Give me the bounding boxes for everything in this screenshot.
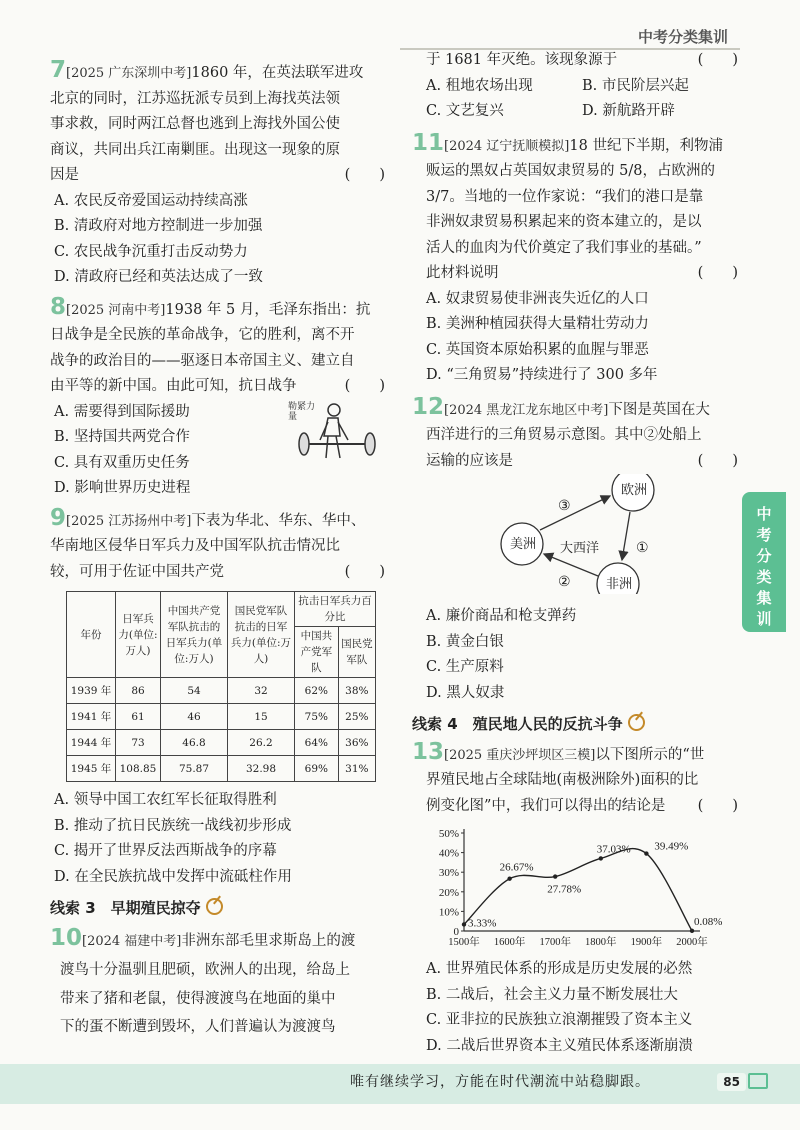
data-label: 27.78% <box>547 883 582 896</box>
q9-option-c[interactable]: C. 揭开了世界反法西斯战争的序幕 <box>54 843 277 859</box>
table-row <box>67 730 376 756</box>
label-ocean: 大西洋 <box>560 541 600 556</box>
table-cell: 75.87 <box>161 756 228 782</box>
data-label: 39.49% <box>654 840 689 853</box>
q7-option-a[interactable]: A. 农民反帝爱国运动持续高涨 <box>54 192 248 209</box>
q13-answer-paren[interactable]: ( ) <box>697 797 738 814</box>
table-cell: 1941 年 <box>67 704 116 730</box>
q13-option-d[interactable]: D. 二战后世界资本主义殖民体系逐渐崩溃 <box>426 1037 693 1054</box>
section-3-heading <box>50 896 385 922</box>
label-arrow-2: ② <box>558 574 571 590</box>
q12-line: 下图是英国在大 <box>608 401 710 418</box>
data-point <box>644 851 648 855</box>
footer-motto: 唯有继续学习，方能在时代潮流中站稳脚跟。 <box>350 1074 650 1090</box>
q7-line: 1860 年，在英法联军进攻 <box>191 65 364 81</box>
label-europe: 欧洲 <box>621 483 648 498</box>
side-tab-text: 中考分类集训 <box>756 505 772 628</box>
q9-number: 9 <box>50 504 67 531</box>
section-4-text: 线索 4 殖民地人民的反抗斗争 <box>412 715 623 733</box>
q10-line: 带来了猪和老鼠，使得渡渡鸟在地面的巢中 <box>60 990 336 1007</box>
q11-number: 11 <box>412 129 445 156</box>
x-tick-label: 2000年 <box>676 937 708 948</box>
q13-line: 例变化图”中，我们可以得出的结论是 <box>426 797 666 814</box>
x-tick-label: 1700年 <box>539 937 571 948</box>
data-point <box>507 877 511 881</box>
q9-option-b[interactable]: B. 推动了抗日民族统一战线初步形成 <box>54 817 292 834</box>
question-9 <box>50 506 385 891</box>
page-number: 85 <box>717 1073 746 1091</box>
q12-number: 12 <box>412 393 445 420</box>
q7-option-d[interactable]: D. 清政府已经和英法达成了一致 <box>54 269 263 285</box>
q7-line: 商议，共同出兵江南剿匪。出现这一现象的原 <box>50 141 340 158</box>
table-cell: 62% <box>295 678 339 704</box>
table-cell: 32 <box>228 678 295 704</box>
table-cell: 1944 年 <box>67 730 116 756</box>
question-8 <box>50 295 385 502</box>
q8-option-c[interactable]: C. 具有双重历史任务 <box>54 454 190 471</box>
q8-option-a[interactable]: A. 需要得到国际援助 <box>54 403 190 420</box>
q9-line: 华南地区侵华日军兵力及中国军队抗击情况比 <box>50 538 340 554</box>
data-point <box>462 922 466 926</box>
question-7 <box>50 58 385 291</box>
question-10 <box>50 926 385 1042</box>
q11-line: 非洲奴隶贸易积累起来的资本建立的，是以 <box>426 214 702 230</box>
y-tick-label: 10% <box>438 906 459 919</box>
arrow-3 <box>540 496 610 530</box>
x-tick-label: 1900年 <box>630 937 663 948</box>
section-4-heading <box>412 712 738 738</box>
book-icon <box>748 1073 768 1089</box>
table-cell: 86 <box>116 678 161 704</box>
q10-number: 10 <box>50 924 83 951</box>
q11-line: 3/7。当地的一位作家说：“我们的港口是靠 <box>426 188 704 205</box>
q11-option-b[interactable]: B. 美洲种植园获得大量精壮劳动力 <box>426 316 649 332</box>
table-cell: 64% <box>295 730 339 756</box>
section-3-text: 线索 3 早期殖民掠夺 <box>50 899 201 917</box>
arrow-1 <box>622 512 630 560</box>
q10-line: 渡鸟十分温驯且肥硕，欧洲人的出现，给岛上 <box>60 962 350 978</box>
y-tick-label: 20% <box>438 886 459 899</box>
q11-answer-paren[interactable]: ( ) <box>697 265 738 281</box>
q12-answer-paren[interactable]: ( ) <box>697 452 738 469</box>
q13-line: 界殖民地占全球陆地(南极洲除外)面积的比 <box>426 772 699 788</box>
x-tick-label: 1800年 <box>585 937 617 948</box>
q11-option-c[interactable]: C. 英国资本原始积累的血腥与罪恶 <box>426 341 649 358</box>
q12-option-d[interactable]: D. 黑人奴隶 <box>426 684 505 701</box>
q8-line: 日战争是全民族的革命战争，它的胜利，离不开 <box>50 327 355 343</box>
triangle-trade-diagram <box>412 474 738 594</box>
x-tick-label: 1500年 <box>448 937 480 948</box>
q7-number: 7 <box>50 57 67 83</box>
table-row <box>67 704 376 730</box>
q7-line: 事求救，同时两江总督也逃到上海找外国公使 <box>50 116 340 132</box>
q13-line: 以下图所示的“世 <box>595 746 705 763</box>
q10-option-c[interactable]: C. 文艺复兴 <box>426 103 504 119</box>
label-arrow-1: ① <box>636 540 649 556</box>
th-kmt: 国民党军队抗击的日军兵力(单位:万人) <box>228 592 295 678</box>
question-13 <box>412 740 738 1060</box>
q11-line: 贩运的黑奴占英国奴隶贸易的 5/8，占欧洲的 <box>426 163 715 179</box>
q13-source: [2025 重庆沙坪坝区三模] <box>444 747 596 763</box>
table-cell: 61 <box>116 704 161 730</box>
label-africa: 非洲 <box>606 577 633 592</box>
data-point <box>690 929 694 933</box>
q8-answer-paren[interactable]: ( ) <box>344 378 385 394</box>
q12-option-b[interactable]: B. 黄金白银 <box>426 633 504 650</box>
data-label: 37.03% <box>596 843 631 856</box>
target-icon <box>628 714 645 731</box>
q8-line: 由平等的新中国。由此可知，抗日战争 <box>50 378 297 394</box>
q8-source: [2025 河南中考] <box>66 302 166 318</box>
table-cell: 15 <box>228 704 295 730</box>
q12-source: [2024 黑龙江龙东地区中考] <box>444 402 609 418</box>
question-12 <box>412 395 738 707</box>
right-column <box>412 48 738 1059</box>
q9-data-table <box>66 591 376 782</box>
table-cell: 73 <box>116 730 161 756</box>
q7-option-c[interactable]: C. 农民战争沉重打击反动势力 <box>54 243 248 260</box>
q10-option-b[interactable]: B. 市民阶层兴起 <box>582 77 689 94</box>
table-row <box>67 678 376 704</box>
q10-answer-paren[interactable]: ( ) <box>697 52 738 68</box>
th-pct-kmt: 国民党军队 <box>338 627 375 678</box>
q9-option-d[interactable]: D. 在全民族抗战中发挥中流砥柱作用 <box>54 868 292 885</box>
side-tab[interactable] <box>742 492 786 632</box>
label-arrow-3: ③ <box>558 498 571 514</box>
table-cell: 26.2 <box>228 730 295 756</box>
q11-line: 18 世纪下半期，利物浦 <box>569 137 723 154</box>
q7-line: 因是 <box>50 167 79 183</box>
table-cell: 46.8 <box>161 730 228 756</box>
q10-line: 下的蛋不断遭到毁坏，人们普遍认为渡渡鸟 <box>60 1019 336 1035</box>
data-point <box>553 874 557 878</box>
q9-option-a[interactable]: A. 领导中国工农红军长征取得胜利 <box>54 792 277 808</box>
table-cell: 38% <box>338 678 375 704</box>
q10-source: [2024 福建中考] <box>82 933 182 949</box>
th-pct: 抗击日军兵力百分比 <box>295 592 376 627</box>
question-10-continued <box>412 48 738 125</box>
y-tick-label: 0 <box>453 926 459 938</box>
table-cell: 1939 年 <box>67 678 116 704</box>
th-pct-cpc: 中国共产党军队 <box>295 627 339 678</box>
left-column <box>50 58 385 1042</box>
cartoon-caption: 勒紧力量 <box>288 401 316 422</box>
q11-line: 此材料说明 <box>426 265 499 281</box>
q12-line: 西洋进行的三角贸易示意图。其中②处船上 <box>426 427 702 443</box>
q9-line: 较，可用于佐证中国共产党 <box>50 563 224 580</box>
q9-source: [2025 江苏扬州中考] <box>66 513 192 529</box>
q8-option-d[interactable]: D. 影响世界历史进程 <box>54 480 191 496</box>
table-row <box>67 756 376 782</box>
data-point <box>599 856 603 860</box>
table-cell: 31% <box>338 756 375 782</box>
q12-option-a[interactable]: A. 廉价商品和枪支弹药 <box>426 608 577 624</box>
q13-option-b[interactable]: B. 二战后，社会主义力量不断发展壮大 <box>426 986 678 1003</box>
q12-line: 运输的应该是 <box>426 452 513 469</box>
q11-option-a[interactable]: A. 奴隶贸易使非洲丧失近亿的人口 <box>426 290 649 307</box>
data-label: 26.67% <box>499 861 534 874</box>
table-cell: 1945 年 <box>67 756 116 782</box>
q8-option-b[interactable]: B. 坚持国共两党合作 <box>54 429 190 445</box>
y-tick-label: 30% <box>438 867 459 880</box>
table-cell: 54 <box>161 678 228 704</box>
q11-option-d[interactable]: D. “三角贸易”持续进行了 300 多年 <box>426 367 658 383</box>
label-america: 美洲 <box>510 537 537 552</box>
q9-line: 下表为华北、华东、华中、 <box>191 512 366 529</box>
table-cell: 46 <box>161 704 228 730</box>
q10-option-d[interactable]: D. 新航路开辟 <box>582 103 675 119</box>
target-icon <box>206 898 223 915</box>
q7-source: [2025 广东深圳中考] <box>66 66 192 81</box>
x-tick-label: 1600年 <box>493 937 526 948</box>
y-tick-label: 50% <box>438 828 459 840</box>
q8-number: 8 <box>50 293 67 320</box>
data-label: 0.08% <box>694 915 722 928</box>
th-year: 年份 <box>67 592 116 678</box>
table-cell: 69% <box>295 756 339 782</box>
table-cell: 25% <box>338 704 375 730</box>
q7-line: 北京的同时，江苏巡抚派专员到上海找英法领 <box>50 90 340 107</box>
q7-option-b[interactable]: B. 清政府对地方控制进一步加强 <box>54 218 263 234</box>
q11-line: 活人的血肉为代价奠定了我们事业的基础。” <box>426 239 702 256</box>
question-11 <box>412 131 738 389</box>
y-tick-label: 40% <box>438 847 459 860</box>
q10-line: 非洲东部毛里求斯岛上的渡 <box>181 932 356 949</box>
table-cell: 32.98 <box>228 756 295 782</box>
q13-option-a[interactable]: A. 世界殖民体系的形成是历史发展的必然 <box>426 961 693 977</box>
table-cell: 75% <box>295 704 339 730</box>
q7-answer-paren[interactable]: ( ) <box>344 167 385 183</box>
q10-option-a[interactable]: A. 租地农场出现 <box>426 77 533 94</box>
weightlifter-cartoon <box>282 398 382 468</box>
q13-number: 13 <box>412 738 445 765</box>
colonial-area-chart <box>422 823 722 953</box>
q8-line: 战争的政治目的——驱逐日本帝国主义、建立自 <box>50 352 355 369</box>
q8-line: 1938 年 5 月，毛泽东指出：抗 <box>165 301 371 318</box>
header-title: 中考分类集训 <box>637 28 728 46</box>
q10-line: 于 1681 年灭绝。该现象源于 <box>426 52 618 68</box>
table-cell: 108.85 <box>116 756 161 782</box>
table-cell: 36% <box>338 730 375 756</box>
q11-source: [2024 辽宁抚顺模拟] <box>444 138 570 154</box>
th-cpc: 中国共产党军队抗击的日军兵力(单位:万人) <box>161 592 228 678</box>
q9-answer-paren[interactable]: ( ) <box>344 563 385 580</box>
data-label: 3.33% <box>468 917 497 930</box>
th-total: 日军兵力(单位:万人) <box>116 592 161 678</box>
q12-option-c[interactable]: C. 生产原料 <box>426 659 504 675</box>
q13-option-c[interactable]: C. 亚非拉的民族独立浪潮摧毁了资本主义 <box>426 1012 693 1028</box>
